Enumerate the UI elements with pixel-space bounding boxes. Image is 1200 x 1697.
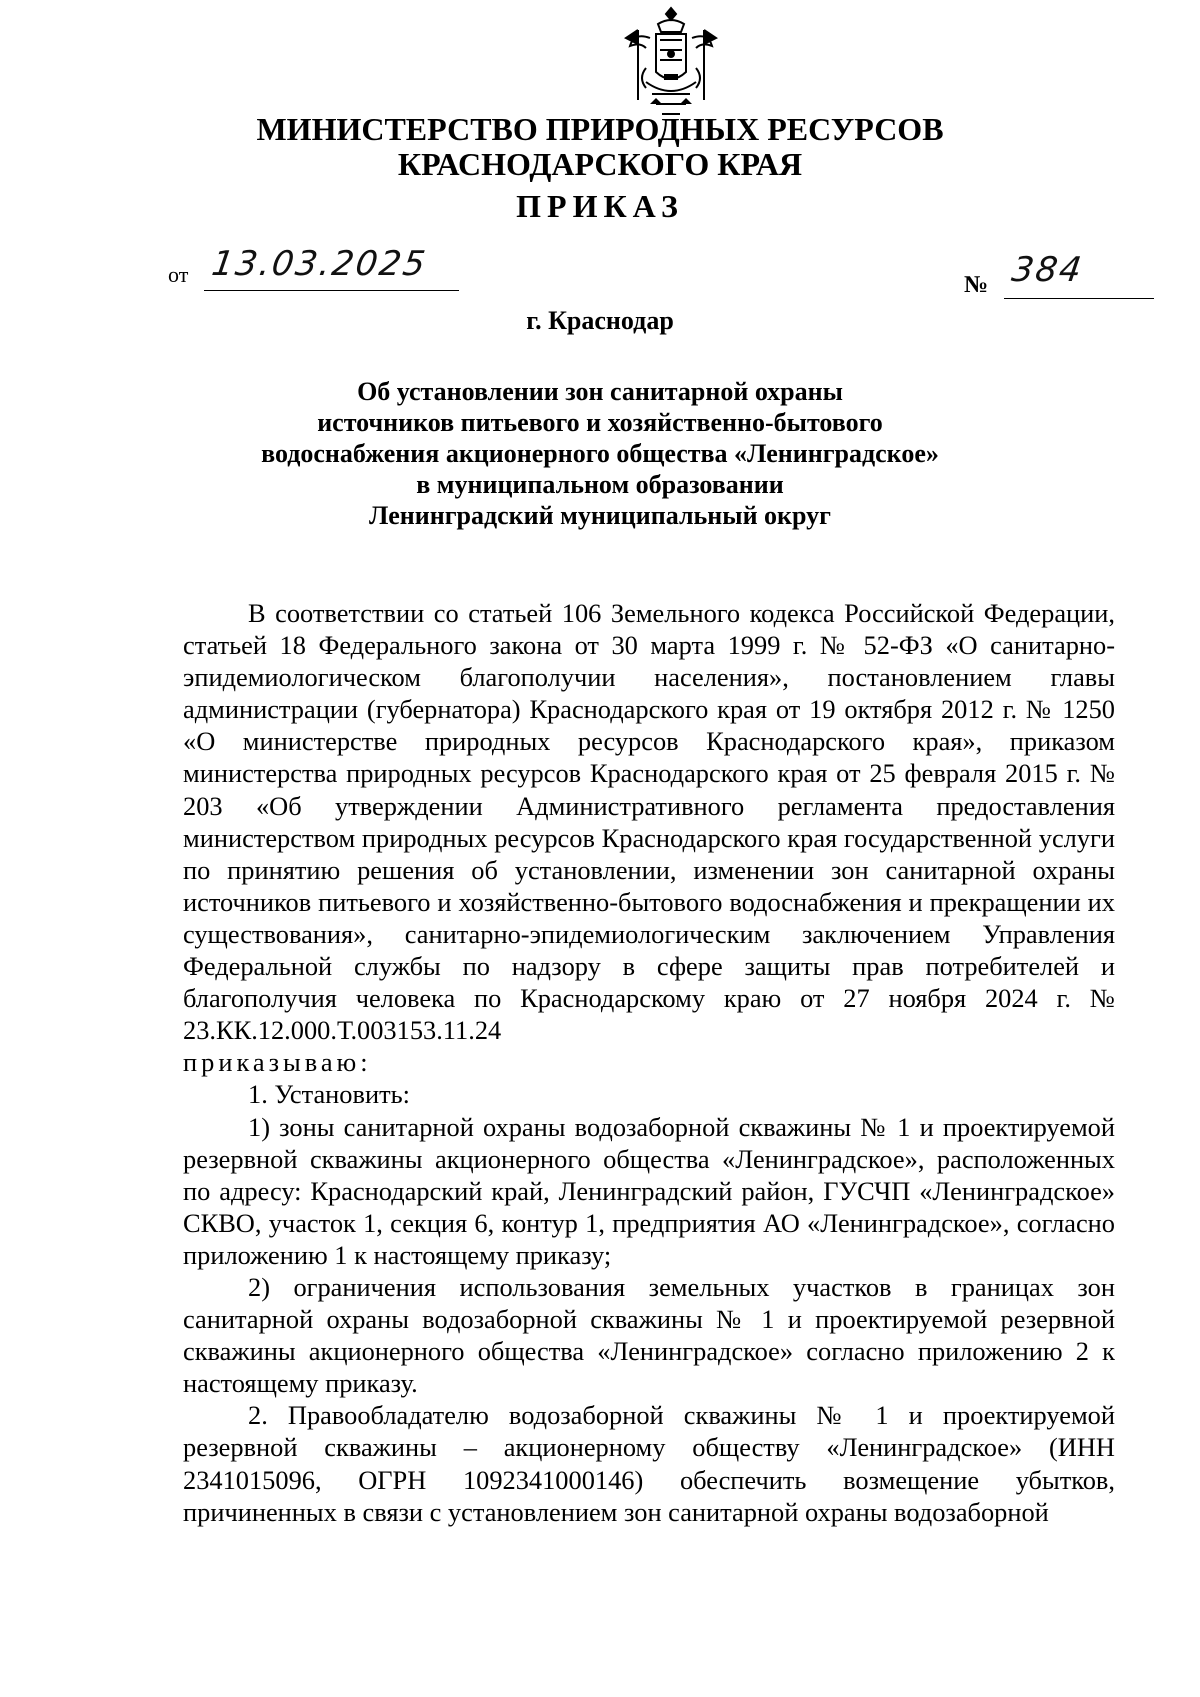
- subject-line2: источников питьевого и хозяйственно-бытового: [317, 408, 883, 437]
- item-1-2: 2) ограничения использования земельных участков в границах зон санитарной охраны водозаборной скважины № 1 и проектируемой резервной скважины акционерного общества «Ленинградское» согласно приложению 2 к настоящему приказу.: [183, 1271, 1115, 1399]
- ministry-name-line1: МИНИСТЕРСТВО ПРИРОДНЫХ РЕСУРСОВ: [256, 111, 944, 147]
- order-word: приказываю:: [183, 1047, 372, 1078]
- item-2: 2. Правообладателю водозаборной скважины № 1 и проектируемой резервной скважины – акционерному обществу «Ленинградское» (ИНН 2341015096, ОГРН 1092341000146) обеспечить возмещение убытков, причиненных в связи с установлением зон санитарной охраны водозаборной: [183, 1400, 1115, 1527]
- date-handwritten: 13.03.2025: [209, 244, 430, 284]
- subject-line5: Ленинградский муниципальный округ: [369, 501, 831, 530]
- body-text: [183, 597, 1115, 1528]
- coat-of-arms-icon: [616, 4, 726, 124]
- number-underline: [1004, 298, 1154, 299]
- date-underline: [204, 290, 459, 291]
- number-label: №: [964, 272, 989, 298]
- number-handwritten: 384: [1009, 250, 1086, 290]
- item-1-1: 1) зоны санитарной охраны водозаборной скважины № 1 и проектируемой резервной скважины акционерного общества «Ленинградское», расположенных по адресу: Краснодарский край, Ленинградский район, ГУСЧП «Ленинградское» СКВО, участок 1, секция 6, контур 1, предприятия АО «Ленинградское», согласно приложению 1 к настоящему приказу;: [183, 1111, 1115, 1270]
- subject-line4: в муниципальном образовании: [416, 470, 784, 499]
- subject-line3: водоснабжения акционерного общества «Ленинградское»: [261, 439, 939, 468]
- document-type-title: ПРИКАЗ: [516, 188, 684, 224]
- subject-line1: Об установлении зон санитарной охраны: [357, 377, 843, 406]
- item-1: 1. Установить:: [248, 1079, 410, 1110]
- city: г. Краснодар: [526, 306, 674, 335]
- preamble-paragraph: В соответствии со статьей 106 Земельного кодекса Российской Федерации, статьей 18 Федерального закона от 30 марта 1999 г. № 52-ФЗ «О санитарно-эпидемиологическом благополучии населения», постановлением главы администрации (губернатора) Краснодарского края от 19 октября 2012 г. № 1250 «О министерстве природных ресурсов Краснодарского края», приказом министерства природных ресурсов Краснодарского края от 25 февраля 2015 г. № 203 «Об утверждении Административного регламента предоставления министерством природных ресурсов Краснодарского края государственной услуги по принятию решения об установлении, изменении зон санитарной охраны источников питьевого и хозяйственно-бытового водоснабжения и прекращении их существования», санитарно-эпидемиологическим заключением Управления Федеральной службы по надзору в сфере защиты прав потребителей и благополучия человека по Краснодарскому краю от 27 ноября 2024 г. № 23.КК.12.000.Т.003153.11.24: [183, 598, 1115, 1046]
- ministry-name-line2: КРАСНОДАРСКОГО КРАЯ: [397, 146, 803, 182]
- date-label: от: [168, 262, 189, 287]
